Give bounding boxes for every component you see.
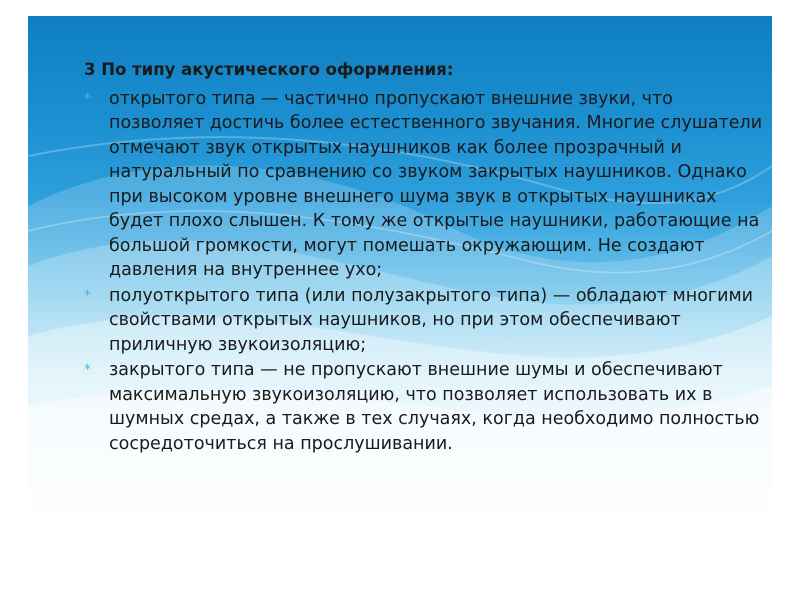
asterisk-bullet-icon: * xyxy=(84,362,91,378)
asterisk-bullet-icon: * xyxy=(84,90,91,107)
list-item-text: закрытого типа — не пропускают внешние шумы и обеспечивают максимальную звукоизоляцию, что позволяет использовать их в шумных средах, а также в тех случаях, когда необходимо полностью сосредоточиться на прослушивании. xyxy=(109,360,760,454)
bullet-list xyxy=(84,87,764,457)
list-item xyxy=(84,358,764,456)
list-item-text: открытого типа — частично пропускают внешние звуки, что позволяет достичь более естественного звучания. Многие слушатели отмечают звук открытых наушников как более прозрачный и натуральный по сравнению со звуком закрытых наушников. Однако при высоком уровне внешнего шума звук в открытых наушниках будет плохо слышен. К тому же открытые наушники, работающие на большой громкости, могут помешать окружающим. Не создают давления на внутреннее ухо; xyxy=(109,88,763,280)
slide-content xyxy=(84,58,764,457)
list-item-text: полуоткрытого типа (или полузакрытого типа) — обладают многими свойствами открытых наушников, но при этом обеспечивают приличную звукоизоляцию; xyxy=(109,285,754,355)
list-item xyxy=(84,87,764,283)
list-item xyxy=(84,284,764,358)
slide xyxy=(28,16,772,584)
asterisk-bullet-icon: * xyxy=(84,287,91,304)
slide-heading: 3 По типу акустического оформления: xyxy=(84,60,454,79)
